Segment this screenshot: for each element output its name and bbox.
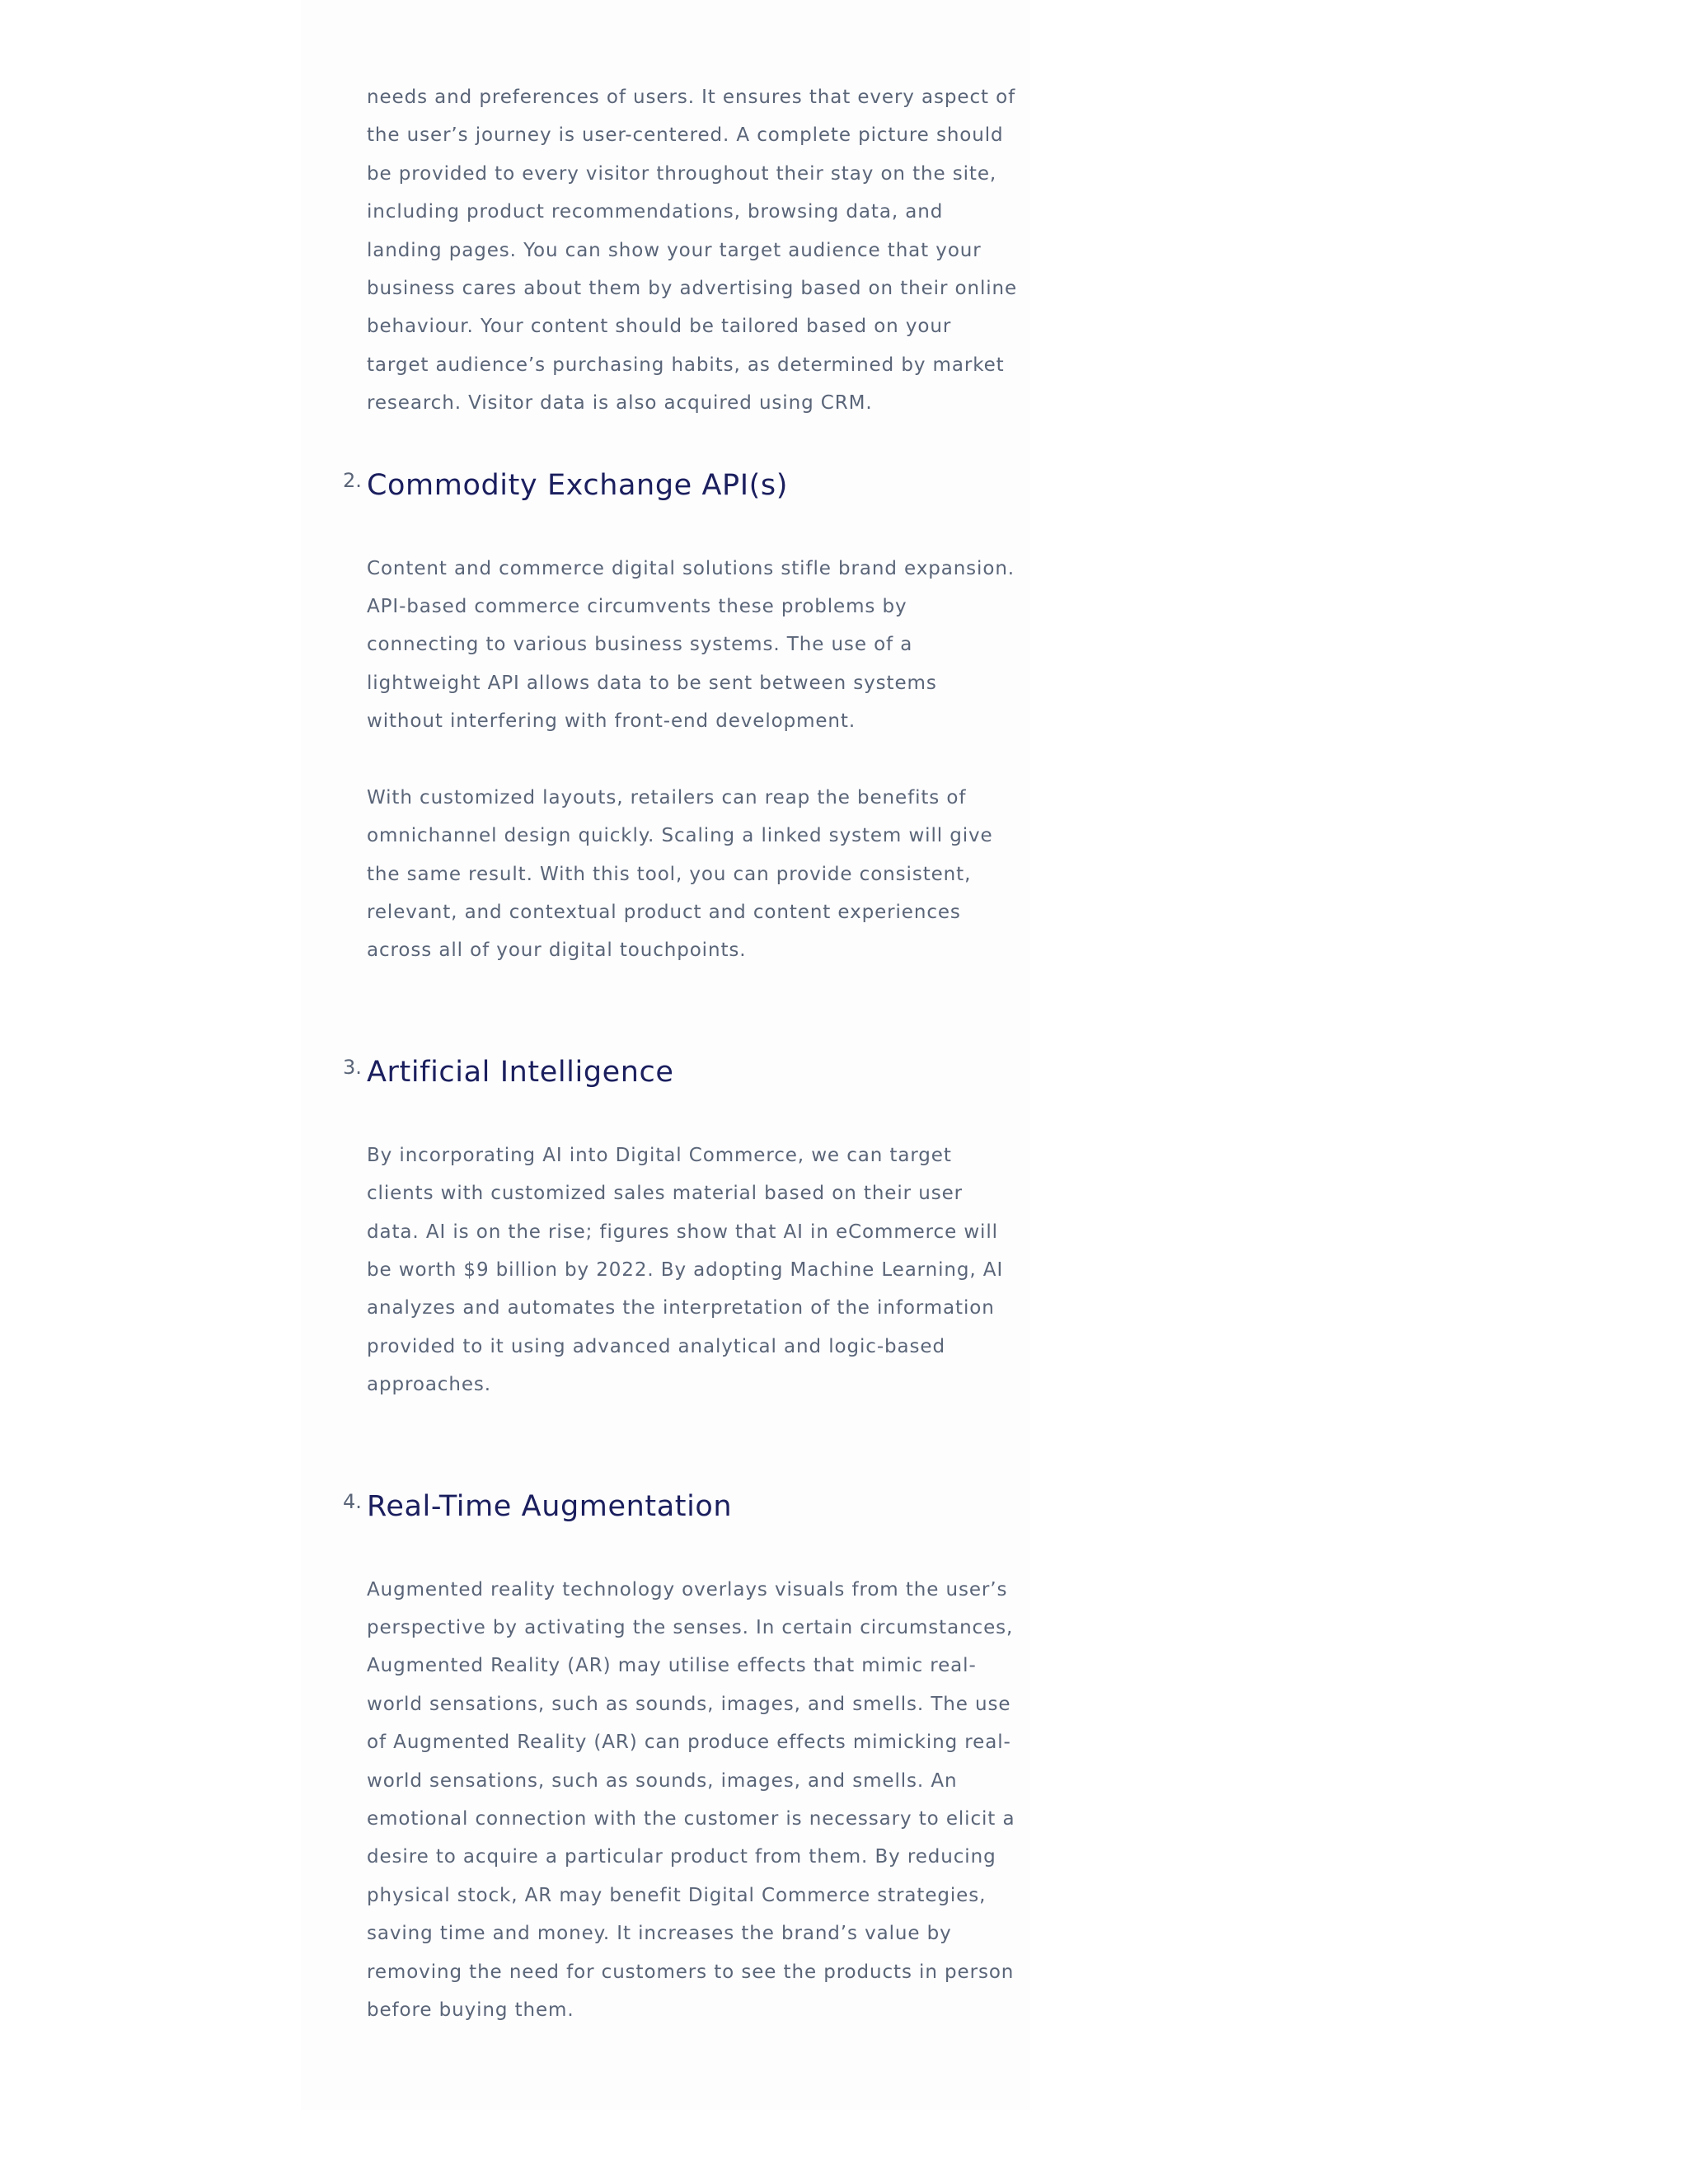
section-paragraph: With customized layouts, retailers can reap the benefits of omnichannel design quickly. Scaling a linked system will give the same result. With this tool, you can provide consistent, relevant, and contextual product and content experiences across all of your digital touchpoints. (367, 786, 993, 962)
section-paragraph: By incorporating AI into Digital Commerce, we can target clients with customized sales material based on their user data. AI is on the rise; figures show that AI in eCommerce will be worth $9 billion by 2022. By adopting Machine Learning, AI analyzes and automates the interpretation of the information provided to it using advanced analytical and logic-based approaches. (367, 1144, 1004, 1396)
section-paragraph: Content and commerce digital solutions stifle brand expansion. API-based commerce circumvents these problems by connecting to various business systems. The use of a lightweight API allows data to be sent between systems without interfering with front-end development. (367, 557, 1015, 733)
section-title: Commodity Exchange API(s) (367, 468, 789, 502)
section-artificial-intelligence (343, 1055, 1018, 1404)
section-real-time-augmentation (343, 1489, 1018, 2030)
section-title: Real-Time Augmentation (367, 1489, 733, 1523)
section-paragraph: Augmented reality technology overlays visuals from the user’s perspective by activating the senses. In certain circumstances, Augmented Reality (AR) may utilise effects that mimic real-world sensations, such as sounds, images, and smells. The use of Augmented Reality (AR) can produce effects mimicking real-world sensations, such as sounds, images, and smells. An emotional connection with the customer is necessary to elicit a desire to acquire a particular product from them. By reducing physical stock, AR may benefit Digital Commerce strategies, saving time and money. It increases the brand’s value by removing the need for customers to see the products in person before buying them. (367, 1578, 1015, 2022)
section-heading-row (343, 1055, 1018, 1089)
intro-paragraph: needs and preferences of users. It ensures that every aspect of the user’s journey is user-centered. A complete picture should be provided to every visitor throughout their stay on the site, including product recommendations, browsing data, and landing pages. You can show your target audience that your business cares about them by advertising based on their online behaviour. Your content should be tailored based on your target audience’s purchasing habits, as determined by market research. Visitor data is also acquired using CRM. (367, 87, 1018, 415)
article-content (343, 78, 1018, 2029)
section-number: 2. (343, 468, 362, 492)
article-body (301, 0, 1030, 2110)
section-number: 4. (343, 1489, 362, 1513)
section-heading-row (343, 1489, 1018, 1523)
section-commodity-exchange-api (343, 468, 1018, 970)
section-number: 3. (343, 1055, 362, 1079)
section-title: Artificial Intelligence (367, 1055, 674, 1089)
section-heading-row (343, 468, 1018, 502)
